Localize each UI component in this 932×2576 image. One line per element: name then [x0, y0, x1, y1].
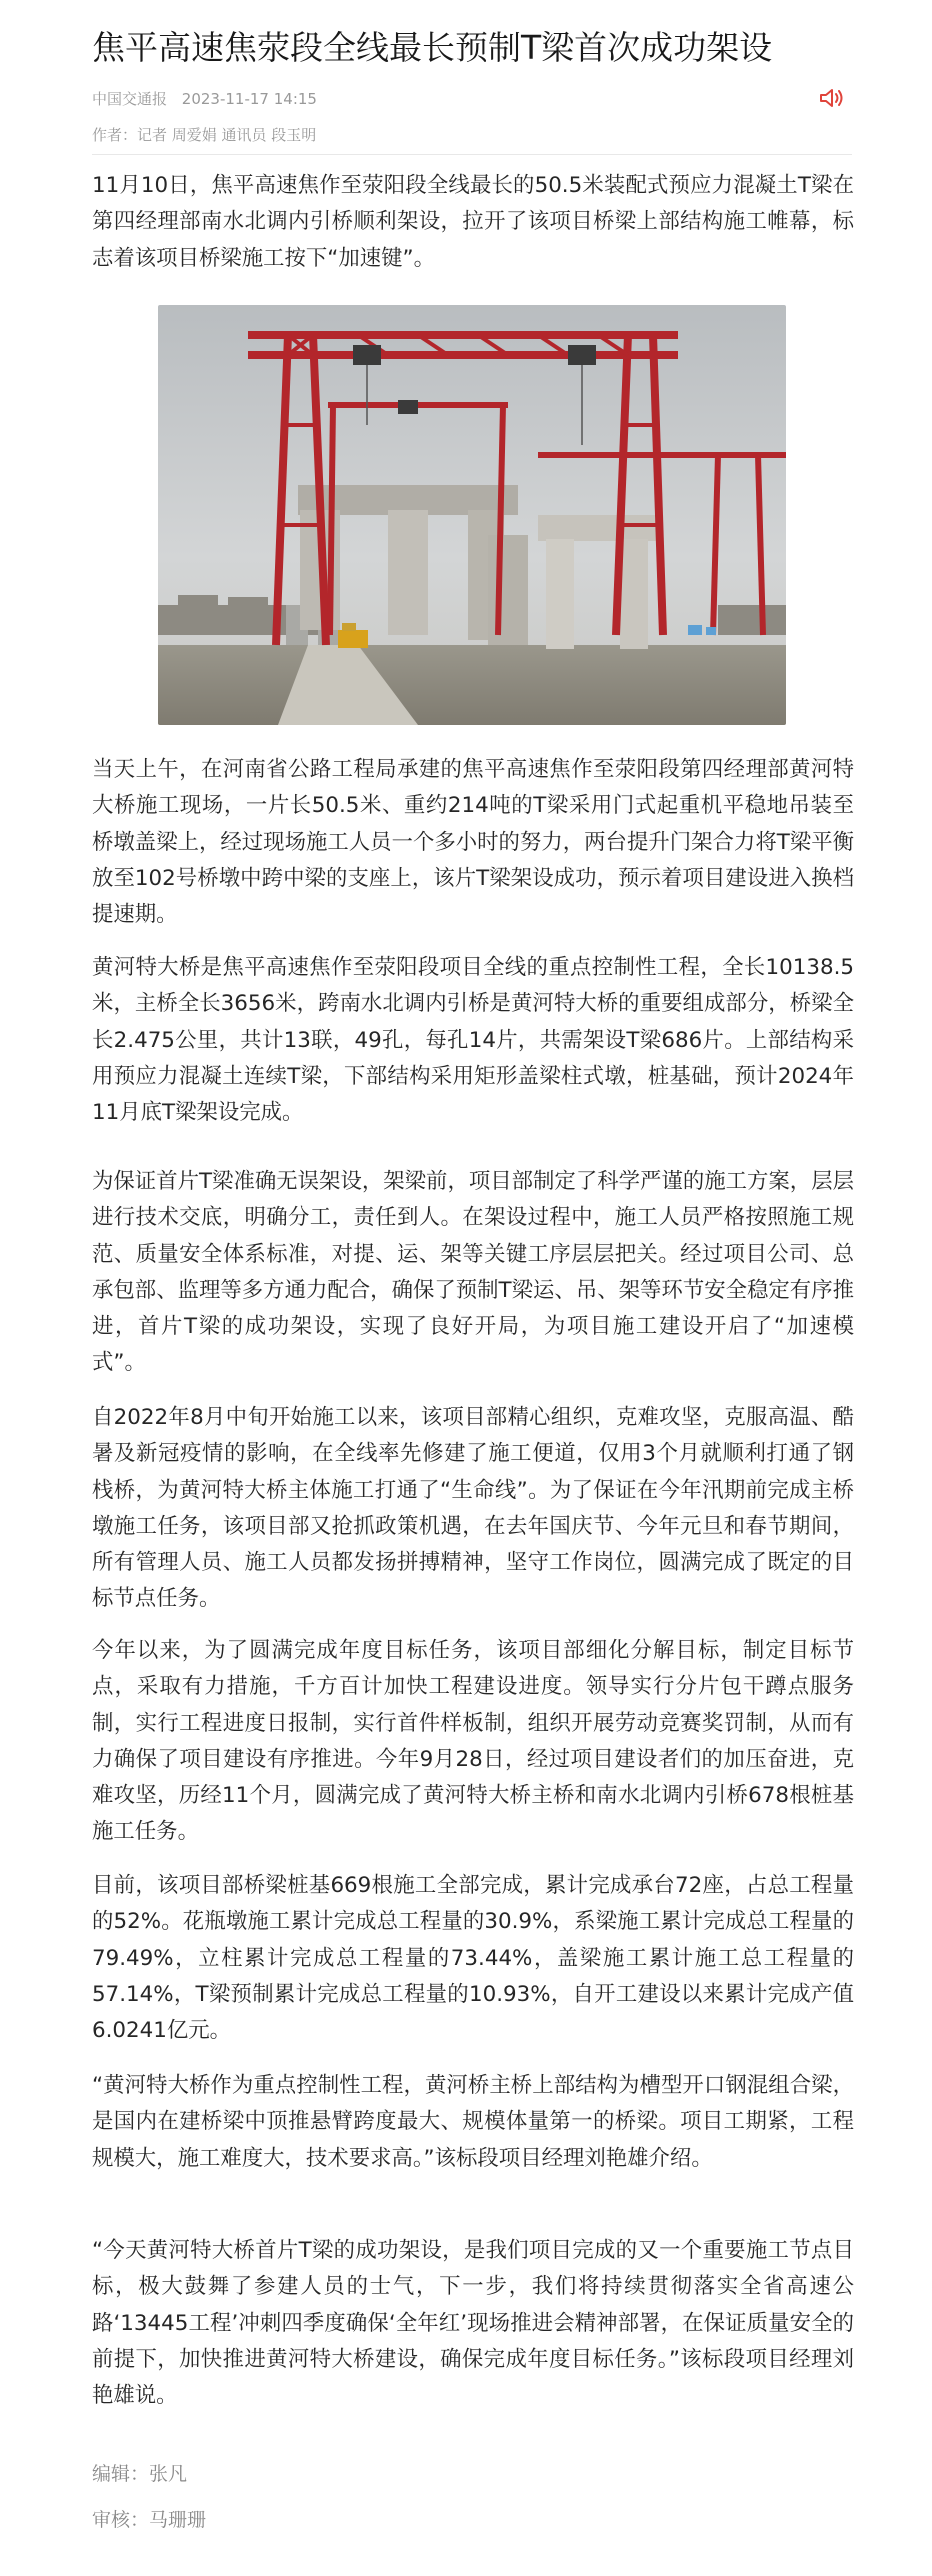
article-title: 焦平高速焦荥段全线最长预制T梁首次成功架设 — [92, 28, 773, 67]
editor-credit: 编辑：张凡 — [92, 2463, 188, 2485]
paragraph-3: 黄河特大桥是焦平高速焦作至荥阳段项目全线的重点控制性工程，全长10138.5米，主桥全长3656米，跨南水北调内引桥是黄河特大桥的重要组成部分，桥梁全长2.475公里，共计13联，49孔，每孔14片，共需架设T梁686片。上部结构采用预应力混凝土连续T梁，下部结构采用矩形盖梁柱式墩，桩基础，预计2024年11月底T梁架设完成。 — [92, 955, 854, 1126]
paragraph-9: “今天黄河特大桥首片T梁的成功架设，是我们项目完成的又一个重要施工节点目标，极大鼓舞了参建人员的士气，下一步，我们将持续贯彻落实全省高速公路‘13445工程’冲刺四季度确保‘全年红’现场推进会精神部署，在保证质量安全的前提下，加快推进黄河特大桥建设，确保完成年度目标任务。”该标段项目经理刘艳雄说。 — [92, 2238, 854, 2409]
header-divider — [92, 154, 852, 155]
paragraph-4: 为保证首片T梁准确无误架设，架梁前，项目部制定了科学严谨的施工方案，层层进行技术交底，明确分工，责任到人。在架设过程中，施工人员严格按照施工规范、质量安全体系标准，对提、运、架等关键工序层层把关。经过项目公司、总承包部、监理等多方通力配合，确保了预制T梁运、吊、架等环节安全稳定有序推进，首片T梁的成功架设，实现了良好开局，为项目施工建设开启了“加速模式”。 — [92, 1169, 854, 1376]
construction-photo — [158, 305, 786, 725]
paragraph-2: 当天上午，在河南省公路工程局承建的焦平高速焦作至荥阳段第四经理部黄河特大桥施工现场，一片长50.5米、重约214吨的T梁采用门式起重机平稳地吊装至桥墩盖梁上，经过现场施工人员一个多小时的努力，两台提升门架合力将T梁平衡放至102号桥墩中跨中梁的支座上，该片T梁架设成功，预示着项目建设进入换档提速期。 — [92, 757, 854, 928]
paragraph-7: 目前，该项目部桥梁桩基669根施工全部完成，累计完成承台72座，占总工程量的52%。花瓶墩施工累计完成总工程量的30.9%，系梁施工累计完成总工程量的79.49%，立柱累计完成总工程量的73.44%，盖梁施工累计施工总工程量的57.14%，T梁预制累计完成总工程量的10.93%，自开工建设以来累计完成产值6.0241亿元。 — [92, 1873, 854, 2044]
paragraph-6: 今年以来，为了圆满完成年度目标任务，该项目部细化分解目标，制定目标节点，采取有力措施，千方百计加快工程建设进度。领导实行分片包干蹲点服务制，实行工程进度日报制，实行首件样板制，组织开展劳动竞赛奖罚制，从而有力确保了项目建设有序推进。今年9月28日，经过项目建设者们的加压奋进，克难攻坚，历经11个月，圆满完成了黄河特大桥主桥和南水北调内引桥678根桩基施工任务。 — [92, 1638, 854, 1845]
article-meta — [92, 88, 327, 110]
paragraph-8: “黄河特大桥作为重点控制性工程，黄河桥主桥上部结构为槽型开口钢混组合梁，是国内在建桥梁中顶推悬臂跨度最大、规模体量第一的桥梁。项目工期紧，工程规模大，施工难度大，技术要求高。”该标段项目经理刘艳雄介绍。 — [92, 2073, 854, 2171]
speaker-icon[interactable] — [818, 86, 848, 110]
article-authors: 作者：记者 周爱娟 通讯员 段玉明 — [92, 126, 317, 144]
paragraph-5: 自2022年8月中旬开始施工以来，该项目部精心组织，克难攻坚，克服高温、酷暑及新冠疫情的影响，在全线率先修建了施工便道，仅用3个月就顺利打通了钢栈桥，为黄河特大桥主体施工打通了“生命线”。为了保证在今年汛期前完成主桥墩施工任务，该项目部又抢抓政策机遇，在去年国庆节、今年元旦和春节期间，所有管理人员、施工人员都发扬拼搏精神，坚守工作岗位，圆满完成了既定的目标节点任务。 — [92, 1405, 854, 1612]
reviewer-credit: 审核：马珊珊 — [92, 2509, 207, 2531]
paragraph-1: 11月10日，焦平高速焦作至荥阳段全线最长的50.5米装配式预应力混凝土T梁在第四经理部南水北调内引桥顺利架设，拉开了该项目桥梁上部结构施工帷幕，标志着该项目桥梁施工按下“加速键”。 — [92, 173, 854, 271]
source-label[interactable]: 中国交通报 — [92, 90, 168, 108]
publish-datetime: 2023-11-17 14:15 — [181, 90, 317, 108]
